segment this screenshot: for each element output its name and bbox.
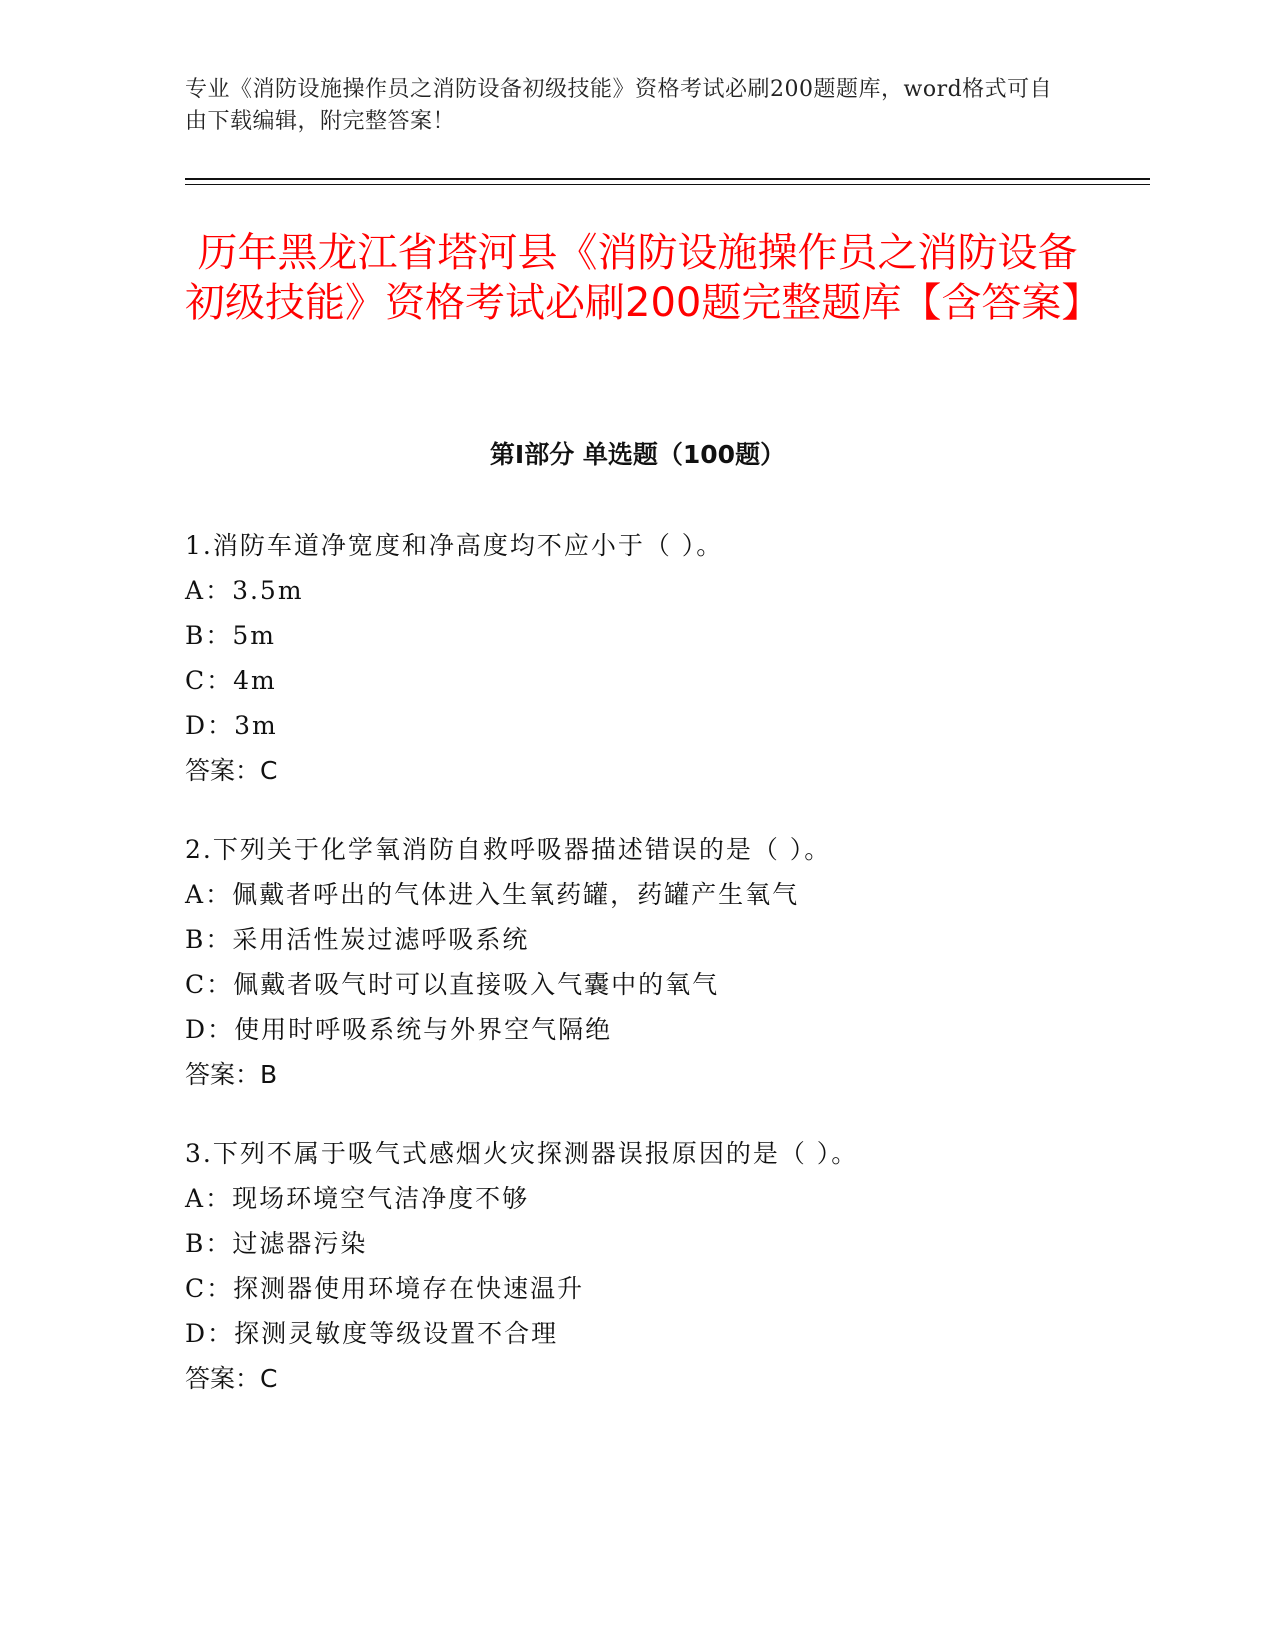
option-text: 5m [232,621,277,650]
answer-line: 答案：C [185,756,278,785]
option-text: 现场环境空气洁净度不够 [232,1184,530,1213]
question-list [185,523,1085,1435]
option-letter: A [185,880,206,909]
option-letter: D [185,711,208,740]
option-a: A：现场环境空气洁净度不够 [185,1184,530,1213]
question-item [185,1131,1085,1401]
option-text: 采用活性炭过滤呼吸系统 [232,925,530,954]
option-text: 4m [233,666,277,695]
answer-line: 答案：B [185,1060,278,1089]
option-c: C：探测器使用环境存在快速温升 [185,1274,585,1303]
option-d: D：探测灵敏度等级设置不合理 [185,1319,559,1348]
option-letter: C [185,666,207,695]
question-item [185,827,1085,1097]
option-d: D：使用时呼吸系统与外界空气隔绝 [185,1015,613,1044]
option-text: 使用时呼吸系统与外界空气隔绝 [234,1015,613,1044]
option-c: C：4m [185,666,277,695]
option-letter: D [185,1319,208,1348]
option-b: B：5m [185,621,277,650]
option-letter: B [185,925,206,954]
option-letter: A [185,576,206,605]
option-letter: C [185,970,207,999]
option-d: D：3m [185,711,278,740]
option-text: 佩戴者吸气时可以直接吸入气囊中的氧气 [233,970,720,999]
option-b: B：过滤器污染 [185,1229,368,1258]
option-letter: D [185,1015,208,1044]
option-b: B：采用活性炭过滤呼吸系统 [185,925,530,954]
option-text: 过滤器污染 [232,1229,368,1258]
option-a: A：佩戴者呼出的气体进入生氧药罐，药罐产生氧气 [185,880,800,909]
question-stem: 2.下列关于化学氧消防自救呼吸器描述错误的是（ ）。 [185,835,832,864]
option-letter: C [185,1274,207,1303]
option-a: A：3.5m [185,576,304,605]
question-item [185,523,1085,793]
section-title: 第Ⅰ部分 单选题（100题） [489,440,786,469]
header-rule-thin [185,184,1150,185]
option-text: 佩戴者呼出的气体进入生氧药罐，药罐产生氧气 [232,880,800,909]
option-text: 探测器使用环境存在快速温升 [233,1274,585,1303]
option-letter: B [185,621,206,650]
option-text: 3.5m [232,576,304,605]
header-rule-thick [185,178,1150,180]
header-note: 专业《消防设施操作员之消防设备初级技能》资格考试必刷200题题库，word格式可自由下载编辑，附完整答案！ [185,77,1053,134]
option-text: 探测灵敏度等级设置不合理 [234,1319,559,1348]
option-letter: B [185,1229,206,1258]
answer-line: 答案：C [185,1364,278,1393]
document-title: 历年黑龙江省塔河县《消防设施操作员之消防设备初级技能》资格考试必刷200题完整题库【含答案】 [185,230,1102,326]
question-stem: 1.消防车道净宽度和净高度均不应小于（ ）。 [185,531,724,560]
option-letter: A [185,1184,206,1213]
question-stem: 3.下列不属于吸气式感烟火灾探测器误报原因的是（ ）。 [185,1139,859,1168]
option-text: 3m [234,711,278,740]
option-c: C：佩戴者吸气时可以直接吸入气囊中的氧气 [185,970,720,999]
